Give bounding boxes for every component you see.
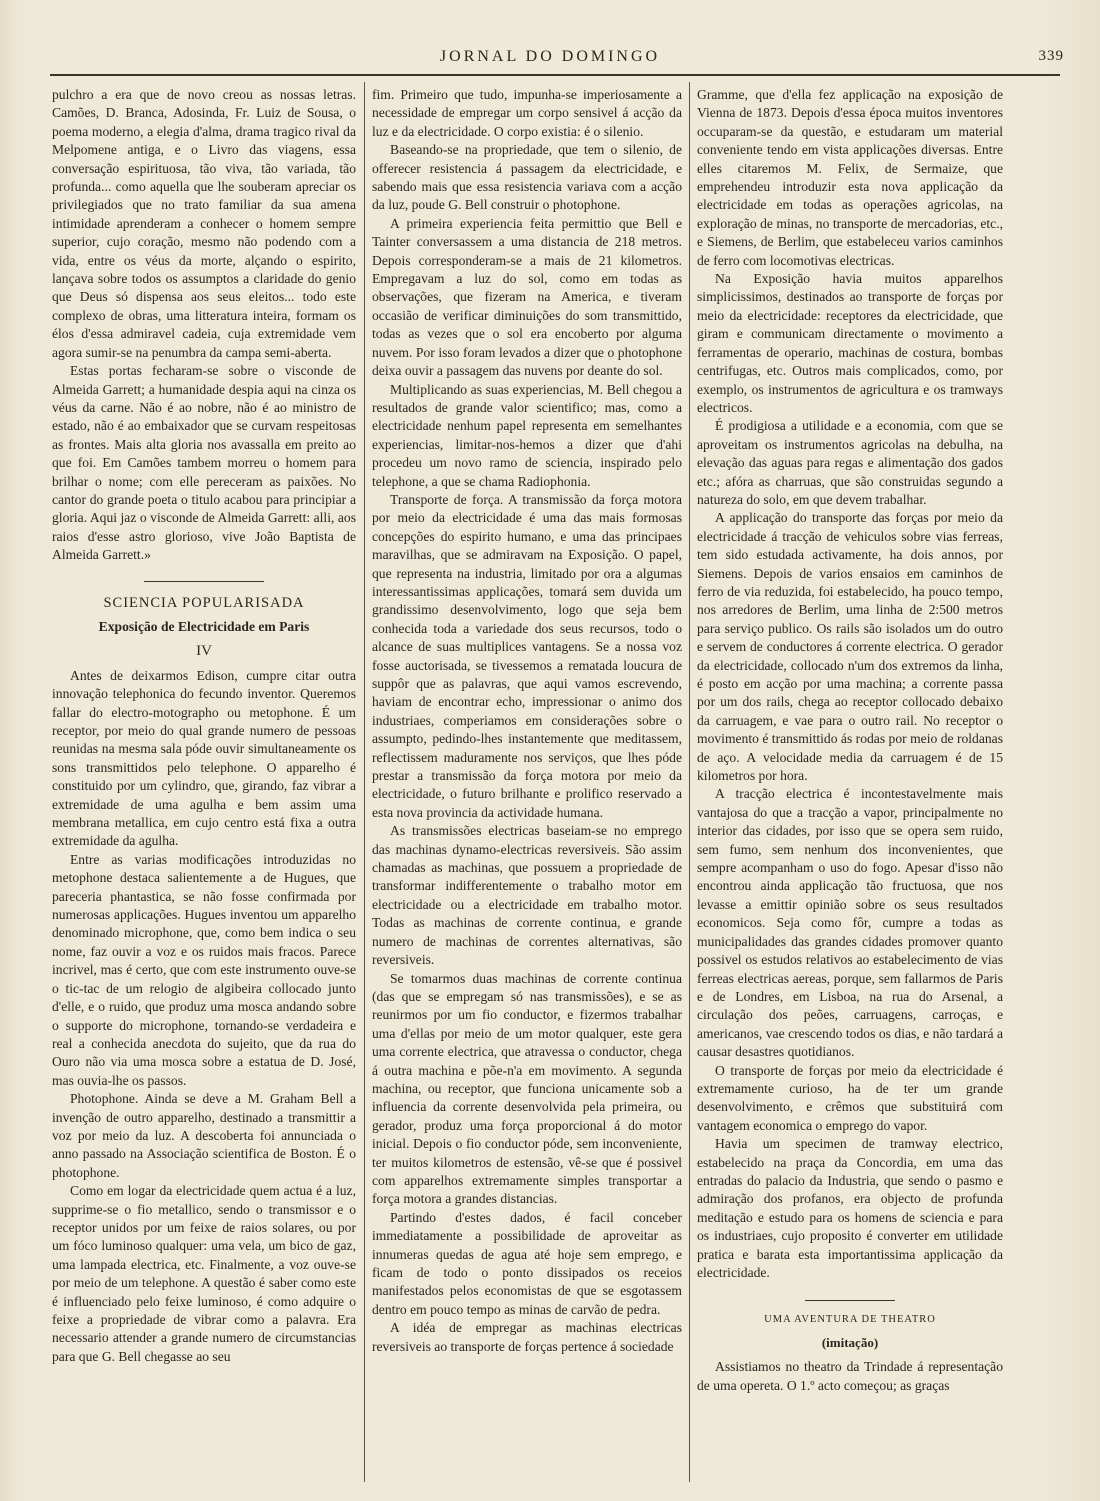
column-divider bbox=[689, 82, 690, 1482]
paragraph: A tracção electrica é incontestavelmente mais vantajosa do que a tracção a vapor, principalmente no interior das cidades, por isso que se opera sem ruido, sem fumo, sem nenhum dos inconvenientes, que sempre acompanham o uso do fogo. Apesar d'isso não encontrou ainda applicação tão fructuosa, que nos levasse a emittir opinião sobre os seus resultados economicos. Seja como fôr, cumpre a todas as municipalidades das grandes cidades promover quanto possivel os estudos relativos ao estabelecimento de vias ferreas electricas aereas, porque, sem fallarmos de Paris e de Londres, em Lisboa, na rua do Arsenal, a circulação dos peões, carruagens, carroças, e americanos, vae crescendo todos os dias, e não tardará a causar desastres quotidianos. bbox=[697, 786, 1003, 1060]
paragraph: Transporte de força. A transmissão da força motora por meio da electricidade é uma das mais formosas concepções do espirito humano, e uma das principaes maravilhas, que se admiravam na Exposição. O papel, que representa na industria, limitado por ora a algumas interessantissimas applicações, tomará sem duvida um grandissimo desenvolvimento, logo que seja bem conhecida toda a variedade dos seus recursos, todo o alcance de suas multiplices vantagens. Se a nossa voz fosse auctorisada, se tivessemos a rematada loucura de suppôr que as palavras, que aqui vamos escrevendo, haviam de encontrar echo, impressionar o animo dos industriaes, comperiamos em considerações sobre o assumpto, pedindo-lhes instantemente que meditassem, reflectissem maduramente nos serviços, que lhes póde prestar a transmissão da força motora por meio da electricidade, o futuro brilhante e prolifico reservado a esta nova provincia da actividade humana. bbox=[372, 491, 682, 820]
paragraph: fim. Primeiro que tudo, impunha-se imperiosamente a necessidade de empregar um corpo sensivel á acção da luz e da electricidade. O corpo existia: é o silenio. bbox=[372, 87, 682, 139]
column-1 bbox=[52, 86, 356, 1366]
section-title: UMA AVENTURA DE THEATRO bbox=[764, 1314, 936, 1326]
paragraph: Entre as varias modificações introduzidas no metophone destaca salientemente a de Hugues, que pareceria phantastica, se não fosse confirmada por numerosas applicações. Hugues inventou um apparelho denominado microphone, que, como bem indica o seu nome, faz ouvir a voz e os ruidos mais fracos. Parece incrivel, mas é certo, que com este instrumento ouve-se o tic-tac de um relogio de algibeira collocado junto d'elle, e o ruido, que produz uma mosca andando sobre o supporte do microphone, tornando-se verdadeira e real a conhecida anecdota do sujeito, que da rua do Ouro não via uma mosca sobre a estatua de D. José, mas ouvia-lhe os passos. bbox=[52, 851, 356, 1088]
paragraph: Partindo d'estes dados, é facil conceber immediatamente a possibilidade de aproveitar as innumeras quedas de agua até hoje sem emprego, e ficam de todo o ponto dissipados os receios manifestados pelos economistas de que se esgotassem dentro em pouco tempo as minas de carvão de pedra. bbox=[372, 1209, 682, 1317]
paragraph: Gramme, que d'ella fez applicação na exposição de Vienna de 1873. Depois d'essa época muitos inventores occuparam-se da questão, e estudaram um material conveniente tendo em vista applicações diversas. Entre elles citaremos M. Felix, de Sermaize, que emprehendeu introduzir esta nova applicação da electricidade em todas as operações agricolas, na exploração de minas, no transporte de mercadorias, etc., e Siemens, de Berlim, que estabeleceu varios caminhos de ferro com locomotivas electricas. bbox=[697, 87, 1003, 268]
paragraph: As transmissões electricas baseiam-se no emprego das machinas dynamo-electricas reversiveis. São assim chamadas as machinas, que possuem a propriedade de transformar indifferentemente o trabalho motor em electricidade ou a electricidade em trabalho motor. Todas as machinas de corrente continua, e grande numero de machinas de correntes alternativas, são reversiveis. bbox=[372, 823, 682, 968]
paragraph: Estas portas fecharam-se sobre o visconde de Almeida Garrett; a humanidade despia aqui na cinza os véus da carne. Não é ao nobre, não é ao ministro de estado, não é ao embaixador que se curvam respeitosas as frontes. Mais alta gloria nos avassalla em preito ao que foi. Em Camões tambem morreu o homem para brilhar o nome; com elle pereceram as paixões. No cantor do grande poeta o titulo acabou para principiar a gloria. Aqui jaz o visconde de Almeida Garrett: alli, aos raios d'esse astro glorioso, vive João Baptista de Almeida Garrett.» bbox=[52, 363, 356, 563]
paragraph: É prodigiosa a utilidade e a economia, com que se aproveitam os instrumentos agricolas na debulha, na elevação das aguas para regas e alimentação dos gados etc.; afóra as charruas, que são construidas segundo a natureza do solo, em que devem trabalhar. bbox=[697, 418, 1003, 507]
paragraph: Photophone. Ainda se deve a M. Graham Bell a invenção de outro apparelho, destinado a transmittir a voz por meio da luz. A descoberta foi annunciada o anno passado na Associação scientifica de Boston. É o photophone. bbox=[52, 1091, 356, 1180]
section-divider bbox=[144, 581, 264, 582]
paragraph: Antes de deixarmos Edison, cumpre citar outra innovação telephonica do fecundo inventor. Queremos fallar do electro-motographo ou metophone. É um receptor, por meio do qual grande numero de pessoas reunidas na mesma sala póde ouvir simultaneamente os sons transmittidos pelo telephone. O apparelho é constituido por um cylindro, que, girando, faz vibrar a extremidade de uma agulha e bem assim uma membrana metallica, em cujo centro está fixa a outra extremidade da agulha. bbox=[52, 667, 356, 849]
article-subtitle: Exposição de Electricidade em Paris bbox=[98, 618, 310, 634]
article-subtitle: (imitação) bbox=[821, 1334, 879, 1350]
paragraph: Multiplicando as suas experiencias, M. Bell chegou a resultados de grande valor scientifico; mas, como a electricidade nenhum papel representa em semelhantes experiencias, limitar-nos-hemos a dizer que d'ahi procedeu um novo ramo de sciencia, inspirado pelo telephone, a que se chama Radiophonia. bbox=[372, 381, 682, 489]
column-divider bbox=[364, 82, 365, 1482]
section-divider bbox=[805, 1300, 895, 1301]
paragraph: Baseando-se na propriedade, que tem o silenio, de offerecer resistencia á passagem da electricidade, e sabendo mais que essa resistencia variava com a acção da luz, poude G. Bell construir o photophone. bbox=[372, 142, 682, 213]
paragraph: O transporte de forças por meio da electricidade é extremamente curioso, ha de ter um grande desenvolvimento, e crêmos que substituirá com vantagem economica o emprego do vapor. bbox=[697, 1062, 1003, 1133]
column-3 bbox=[697, 86, 1003, 1395]
paragraph: A primeira experiencia feita permittio que Bell e Tainter conversassem a uma distancia de 218 metros. Depois corresponderam-se a mais de 21 kilometros. Empregavam a luz do sol, como em todas as observações, que fizeram na America, e tiveram occasião de verificar diminuições do som transmittido, todas as vezes que o sol era encoberto por alguma nuvem. Por isso foram levados a dizer que o photophone deixa ouvir a passagem das nuvens por deante do sol. bbox=[372, 215, 682, 379]
paragraph: A applicação do transporte das forças por meio da electricidade á tracção de vehiculos sobre vias ferreas, tem sido estudada activamente, ha dois annos, por Siemens. Depois de varios ensaios em caminhos de ferro de via reduzida, foi estabelecido, ha pouco tempo, nos arredores de Berlim, uma linha de 2:500 metros para serviço publico. Os rails são isolados um do outro e servem de conductores á corrente electrica. O gerador da electricidade, collocado n'um dos extremos da linha, é posto em acção por uma machina; a corrente passa por um dos rails, chega ao receptor collocado debaixo da carruagem, e vae para o outro rail. No receptor o movimento é transmittido ás rodas por meio de roldanas de aço. A velocidade media da carruagem é de 15 kilometros por hora. bbox=[697, 510, 1003, 784]
paragraph: pulchro a era que de novo creou as nossas letras. Camões, D. Branca, Adosinda, Fr. Luiz de Sousa, o poema moderno, a elegia d'alma, drama tragico rival da Melpomene antiga, e o Livro das viagens, essa conversação espirituosa, tão viva, tão variada, tão profunda... como aquella que lhe souberam apreciar os privilegiados que no trato familiar da sua amena intimidade aprenderam a conhecer o homem sempre superior, cujo coração, mesmo não podendo com a vida, entre os véus da morte, alçando o espirito, lançava sobre todos os assumptos a claridade do genio que Deus só dispensa aos seus eleitos... todo este complexo de obras, uma litteratura inteira, formam os élos d'essa admiravel cadeia, cuja extremidade vem agora sumir-se na penumbra da campa semi-aberta. bbox=[52, 87, 356, 360]
paragraph: Como em logar da electricidade quem actua é a luz, supprime-se o fio metallico, sendo o transmissor e o receptor unidos por um feixe de raios solares, ou por um fóco luminoso qualquer: uma vela, um bico de gaz, uma lampada electrica, etc. Finalmente, a voz ouve-se por meio de um telephone. A questão é saber como este é influenciado pelo feixe luminoso, é como adquire o feixe a propriedade de vibrar como a palavra. Era necessario attender a grande numero de circumstancias para que G. Bell chegasse ao seu bbox=[52, 1183, 356, 1364]
journal-title: JORNAL DO DOMINGO bbox=[439, 48, 661, 65]
paragraph: Se tomarmos duas machinas de corrente continua (das que se empregam só nas transmissões), e se as reunirmos por um fio conductor, e fizermos trabalhar uma d'ellas por meio de um motor qualquer, este gera uma corrente electrica, que atravessa o conductor, chega á outra machina e põe-n'a em movimento. A segunda machina, ou receptor, que funciona unicamente sob a influencia da corrente desenvolvida pela primeira, ou gerador, produz uma força proporcional á do motor inicial. Depois o fio conductor póde, sem inconveniente, ter muitos kilometros de estensão, vê-se que é possivel com apparelhos extremamente simples transportar a força motora a grandes distancias. bbox=[372, 970, 682, 1207]
header-rule bbox=[50, 74, 1060, 76]
part-number: IV bbox=[196, 643, 212, 660]
paragraph: Assistiamos no theatro da Trindade á representação de uma opereta. O 1.º acto começou; as graças bbox=[697, 1359, 1003, 1393]
section-title: SCIENCIA POPULARISADA bbox=[103, 594, 305, 611]
page-number: 339 bbox=[1038, 48, 1064, 64]
paragraph: A idéa de empregar as machinas electricas reversiveis ao transporte de forças pertence á sociedade bbox=[372, 1320, 682, 1354]
paragraph: Havia um specimen de tramway electrico, estabelecido na praça da Concordia, em uma das entradas do palacio da Industria, que sendo o pasmo e admiração dos profanos, era objecto de profunda meditação e estudo para os homens de sciencia e para os industriaes, cujo proposito é converter em utilidade pratica e barata esta importantissima applicação da electricidade. bbox=[697, 1136, 1003, 1280]
column-2 bbox=[372, 86, 682, 1356]
paragraph: Na Exposição havia muitos apparelhos simplicissimos, destinados ao transporte de forças por meio da electricidade: receptores da electricidade, que giram e communicam directamente o movimento a ferramentas de operario, machinas de costura, bombas centrifugas, etc. Outros mais complicados, como, por exemplo, os instrumentos de agricultura e os tramways electricos. bbox=[697, 271, 1003, 415]
